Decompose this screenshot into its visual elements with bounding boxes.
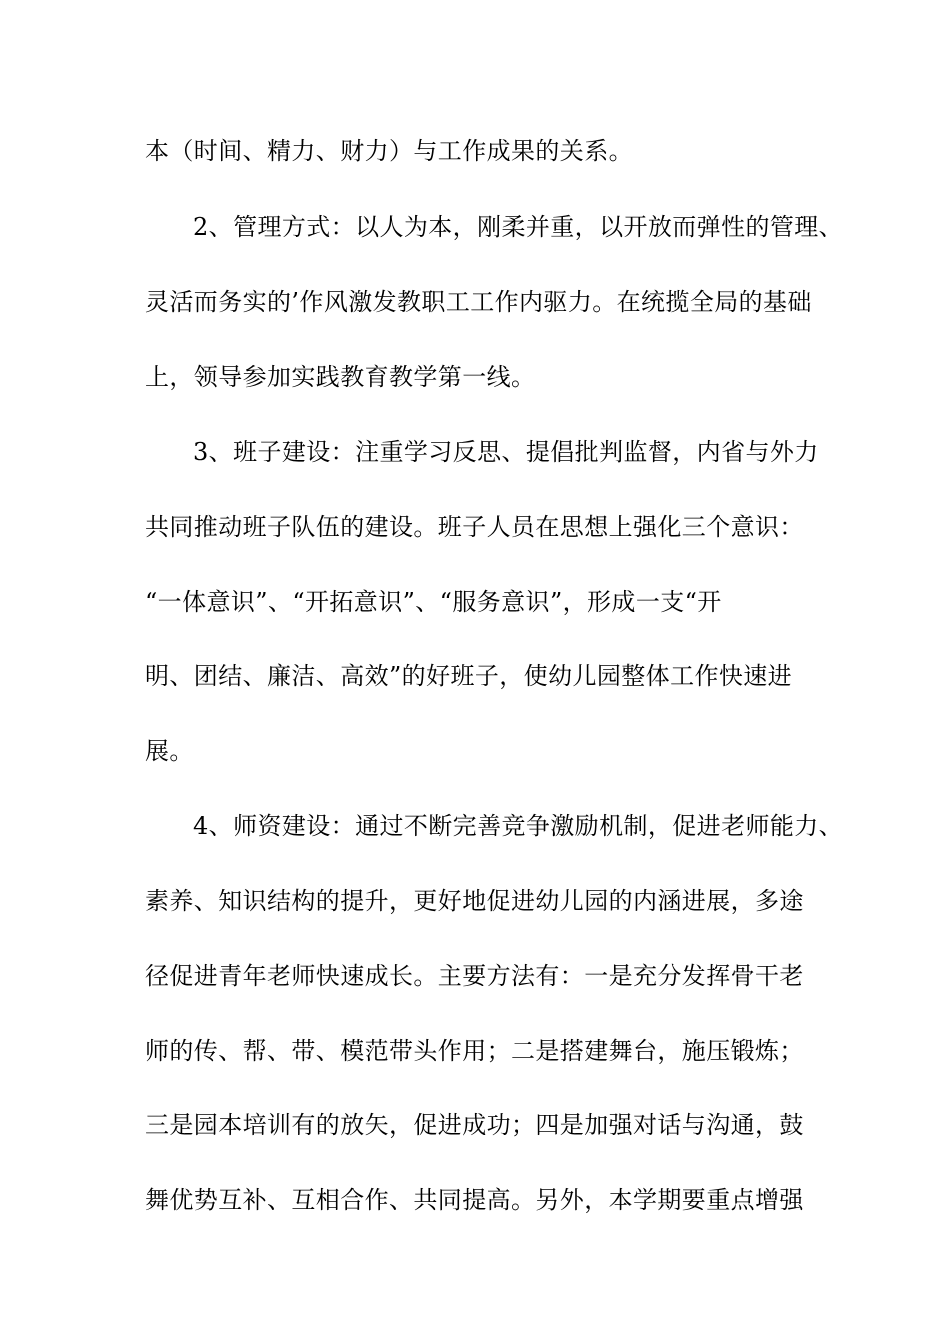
text-line: 展。 [145, 737, 194, 765]
paragraph-4-start: 4、师资建设：通过不断完善竞争激励机制，促进老师能力、 [193, 812, 844, 840]
paragraph-2-start: 2、管理方式：以人为本，刚柔并重，以开放而弹性的管理、 [193, 213, 844, 241]
text-line: 共同推动班子队伍的建设。班子人员在思想上强化三个意识： [145, 513, 804, 541]
text-line: 师的传、帮、带、模范带头作用；二是搭建舞台，施压锻炼； [145, 1037, 804, 1065]
text-line: 素养、知识结构的提升，更好地促进幼儿园的内涵进展，多途 [145, 887, 804, 915]
text-line: 上，领导参加实践教育教学第一线。 [145, 363, 536, 391]
text-line: 舞优势互补、互相合作、共同提高。另外，本学期要重点增强 [145, 1186, 804, 1214]
text-line: 径促进青年老师快速成长。主要方法有：一是充分发挥骨干老 [145, 962, 804, 990]
text-line: “一体意识”、“开拓意识”、“服务意识”，形成一支“开 [145, 588, 722, 616]
text-line: 本（时间、精力、财力）与工作成果的关系。 [145, 137, 633, 165]
text-line: 三是园本培训有的放矢，促进成功；四是加强对话与沟通，鼓 [145, 1111, 804, 1139]
paragraph-3-start: 3、班子建设：注重学习反思、提倡批判监督，内省与外力 [193, 438, 819, 466]
text-line: 明、团结、廉洁、高效”的好班子，使幼儿园整体工作快速进 [145, 662, 793, 690]
text-line: 灵活而务实的’作风激发教职工工作内驱力。在统揽全局的基础 [145, 288, 812, 316]
